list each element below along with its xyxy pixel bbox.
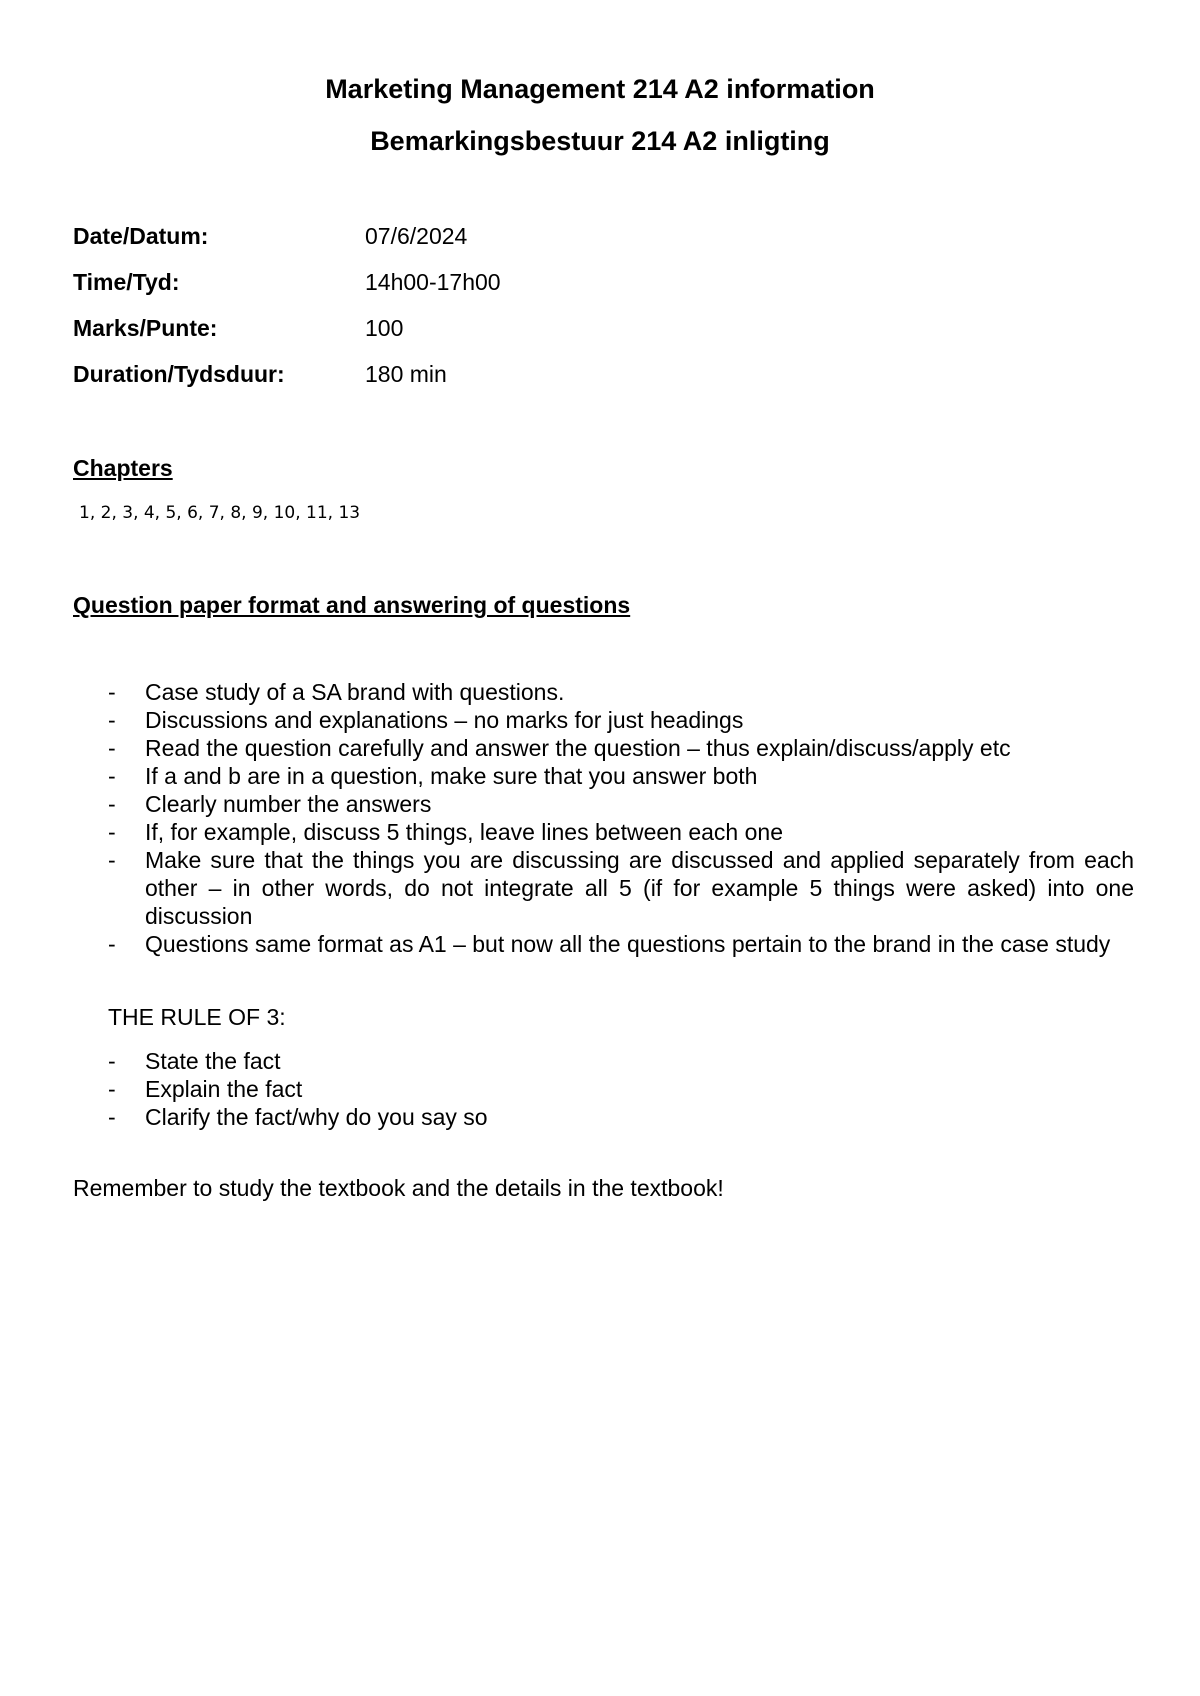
list-item-text: If a and b are in a question, make sure that you answer both (145, 763, 758, 789)
list-item-text: Make sure that the things you are discussing are discussed and applied separately from each other – in other words, do not integrate all 5 (if for example 5 things were asked) into one discussion (145, 847, 1134, 929)
list-item-text: Clarify the fact/why do you say so (145, 1104, 488, 1130)
instructions-list (108, 678, 1134, 958)
chapters-list: 1, 2, 3, 4, 5, 6, 7, 8, 9, 10, 11, 13 (79, 503, 361, 523)
duration-value: 180 min (365, 361, 447, 387)
rule-of-three-heading: THE RULE OF 3: (108, 1004, 286, 1030)
list-item (108, 846, 1134, 930)
list-item (108, 1075, 1134, 1103)
list-item (108, 1047, 1134, 1075)
list-item-text: Clearly number the answers (145, 791, 432, 817)
document-title-afrikaans: Bemarkingsbestuur 214 A2 inligting (370, 126, 830, 156)
list-item-text: State the fact (145, 1048, 281, 1074)
list-item (108, 762, 1134, 790)
duration-label: Duration/Tydsduur: (73, 361, 285, 387)
list-item-text: Discussions and explanations – no marks for just headings (145, 707, 744, 733)
bullet-dash: - (108, 847, 116, 873)
bullet-dash: - (108, 1104, 116, 1130)
document-title-english: Marketing Management 214 A2 information (325, 74, 875, 104)
list-item (108, 930, 1134, 958)
list-item-text: Read the question carefully and answer the question – thus explain/discuss/apply etc (145, 735, 1011, 761)
question-paper-heading: Question paper format and answering of questions (73, 592, 631, 618)
list-item-text: Case study of a SA brand with questions. (145, 679, 565, 705)
list-item (108, 1103, 1134, 1131)
list-item (108, 678, 1134, 706)
list-item (108, 734, 1134, 762)
rule-of-three-list (108, 1047, 1134, 1131)
marks-label: Marks/Punte: (73, 315, 218, 341)
time-label: Time/Tyd: (73, 269, 180, 295)
closing-reminder: Remember to study the textbook and the details in the textbook! (73, 1175, 724, 1201)
bullet-dash: - (108, 1048, 116, 1074)
bullet-dash: - (108, 679, 116, 705)
bullet-dash: - (108, 735, 116, 761)
time-value: 14h00-17h00 (365, 269, 501, 295)
list-item-text: Questions same format as A1 – but now all the questions pertain to the brand in the case study (145, 931, 1111, 957)
list-item (108, 706, 1134, 734)
bullet-dash: - (108, 819, 116, 845)
bullet-dash: - (108, 763, 116, 789)
bullet-dash: - (108, 1076, 116, 1102)
date-label: Date/Datum: (73, 223, 209, 249)
list-item-text: If, for example, discuss 5 things, leave lines between each one (145, 819, 783, 845)
list-item-text: Explain the fact (145, 1076, 303, 1102)
bullet-dash: - (108, 931, 116, 957)
bullet-dash: - (108, 791, 116, 817)
bullet-dash: - (108, 707, 116, 733)
marks-value: 100 (365, 315, 404, 341)
chapters-heading: Chapters (73, 455, 173, 481)
date-value: 07/6/2024 (365, 223, 468, 249)
list-item (108, 790, 1134, 818)
list-item (108, 818, 1134, 846)
